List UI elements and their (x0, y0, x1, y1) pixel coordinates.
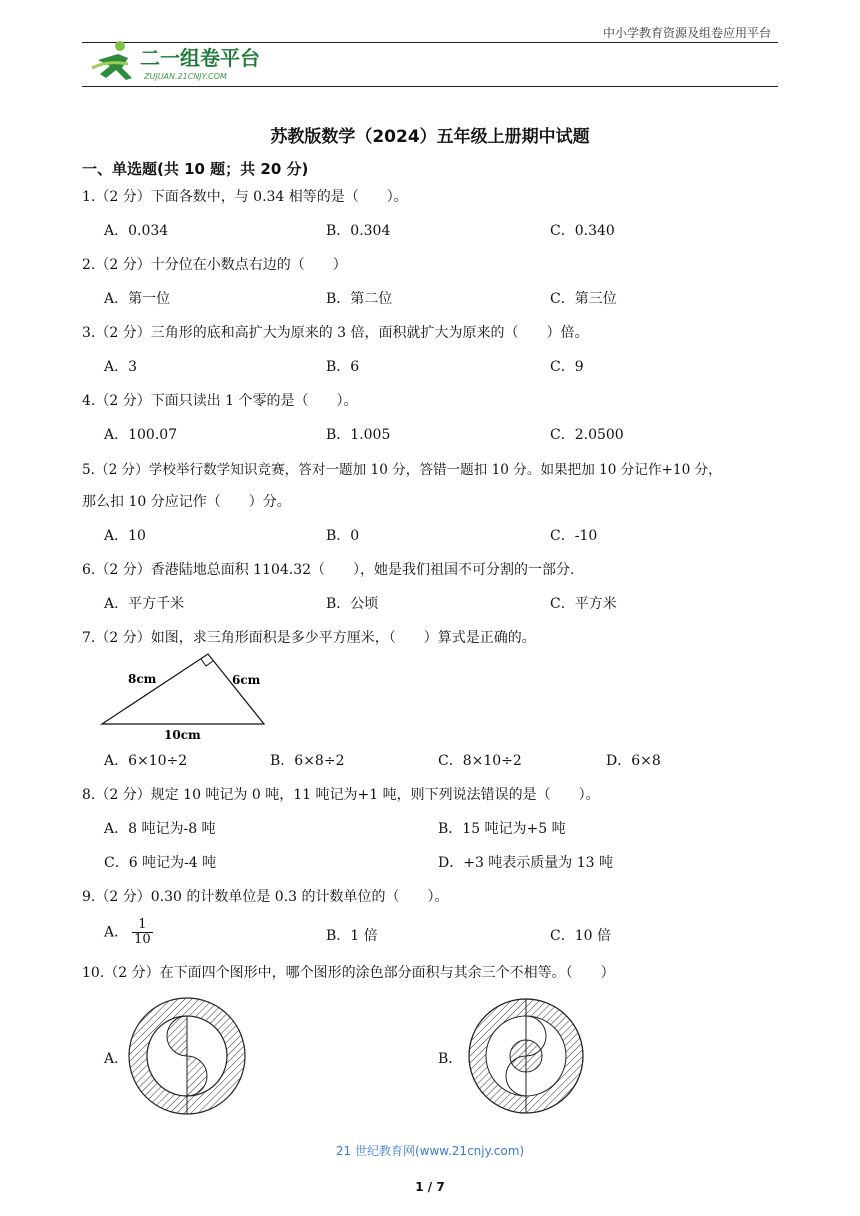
page-number: 1 / 7 (415, 1180, 445, 1194)
q5-option-a: A．10 (104, 528, 146, 544)
logo (88, 38, 278, 84)
question-4: 4.（2 分）下面只读出 1 个零的是（ ）。 (82, 393, 358, 409)
q10-option-b: B． (438, 1051, 463, 1067)
q4-option-c: C．2.0500 (550, 427, 624, 443)
fraction-denominator: 10 (134, 932, 151, 947)
q3-option-a: A．3 (104, 359, 138, 375)
q9-option-a-label: A． (104, 924, 129, 941)
q7-option-c: C．8×10÷2 (438, 753, 522, 769)
q5-option-c: C．-10 (550, 528, 598, 544)
question-9: 9.（2 分）0.30 的计数单位是 0.3 的计数单位的（ ）。 (82, 889, 449, 905)
q1-option-b: B．0.304 (326, 223, 391, 239)
q8-option-a: A．8 吨记为-8 吨 (104, 821, 216, 837)
q1-option-a: A．0.034 (104, 223, 169, 239)
q7-option-a: A．6×10÷2 (104, 753, 188, 769)
q1-option-c: C．0.340 (550, 223, 615, 239)
label-10cm: 10cm (164, 728, 201, 742)
q8-option-b: B．15 吨记为+5 吨 (438, 821, 566, 837)
q7-option-b: B．6×8÷2 (270, 753, 345, 769)
label-8cm: 8cm (128, 672, 157, 686)
q9-option-a (104, 918, 153, 947)
question-8: 8.（2 分）规定 10 吨记为 0 吨，11 吨记为+1 吨，则下列说法错误的是（ ）。 (82, 787, 600, 803)
q4-option-b: B．1.005 (326, 427, 391, 443)
site-name: 中小学教育资源及组卷应用平台 (602, 26, 771, 40)
question-3: 3.（2 分）三角形的底和高扩大为原来的 3 倍，面积就扩大为原来的（ ）倍。 (82, 325, 589, 341)
question-2: 2.（2 分）十分位在小数点右边的（ ） (82, 257, 347, 273)
question-6: 6.（2 分）香港陆地总面积 1104.32（ ），她是我们祖国不可分割的一部分. (82, 562, 575, 578)
question-10: 10.（2 分）在下面四个图形中，哪个图形的涂色部分面积与其余三个不相等。（ ） (82, 965, 615, 981)
q2-option-a: A．第一位 (104, 291, 171, 307)
q7-option-d: D．6×8 (606, 753, 661, 769)
q9-option-b: B．1 倍 (326, 928, 378, 944)
q6-option-c: C．平方米 (550, 596, 617, 612)
question-5-line-2: 那么扣 10 分应记作（ ）分。 (82, 494, 291, 510)
fraction-numerator: 1 (132, 918, 153, 933)
logo-text: 二一组卷平台 (140, 46, 260, 70)
label-6cm: 6cm (232, 673, 261, 687)
q9-option-c: C．10 倍 (550, 928, 611, 944)
q10-option-a: A． (104, 1051, 129, 1067)
q8-option-c: C．6 吨记为-4 吨 (104, 855, 217, 871)
figure-a-shaded-circle (124, 996, 250, 1116)
triangle-figure (98, 652, 270, 742)
q2-option-c: C．第三位 (550, 291, 617, 307)
q5-option-b: B．0 (326, 528, 360, 544)
q8-option-d: D．+3 吨表示质量为 13 吨 (438, 855, 614, 871)
q6-option-b: B．公顷 (326, 596, 379, 612)
section-heading: 一、单选题(共 10 题；共 20 分) (82, 160, 309, 178)
header-rule-bottom (82, 86, 778, 87)
question-7: 7.（2 分）如图，求三角形面积是多少平方厘米，（ ）算式是正确的。 (82, 630, 536, 646)
logo-url: ZUJUAN.21CNJY.COM (144, 72, 227, 81)
q3-option-c: C．9 (550, 359, 584, 375)
figure-b-shaded-circle (466, 996, 586, 1116)
footer-source: 21 世纪教育网(www.21cnjy.com) (335, 1144, 525, 1158)
fraction (132, 918, 153, 947)
page-title: 苏教版数学（2024）五年级上册期中试题 (270, 127, 590, 147)
q3-option-b: B．6 (326, 359, 360, 375)
q4-option-a: A．100.07 (104, 427, 178, 443)
question-5: 5.（2 分）学校举行数学知识竞赛，答对一题加 10 分，答错一题扣 10 分。如果把加 10 分记作+10 分， (82, 462, 722, 478)
q2-option-b: B．第二位 (326, 291, 393, 307)
question-1: 1.（2 分）下面各数中，与 0.34 相等的是（ ）。 (82, 189, 408, 205)
q6-option-a: A．平方千米 (104, 596, 185, 612)
